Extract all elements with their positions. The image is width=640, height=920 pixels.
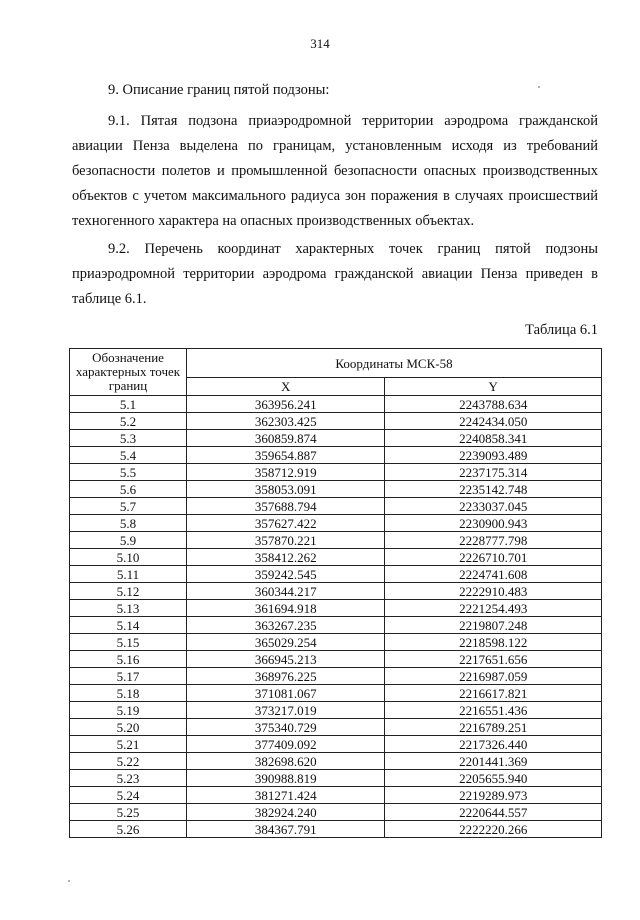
table-row bbox=[70, 787, 602, 804]
table-row bbox=[70, 753, 602, 770]
point-cell: 5.26 bbox=[70, 821, 187, 838]
x-cell: 358712.919 bbox=[187, 464, 385, 481]
table-row bbox=[70, 770, 602, 787]
table-row bbox=[70, 617, 602, 634]
scan-speck bbox=[538, 86, 540, 88]
table-row bbox=[70, 634, 602, 651]
table-row bbox=[70, 515, 602, 532]
x-cell: 357627.422 bbox=[187, 515, 385, 532]
table-row bbox=[70, 600, 602, 617]
x-cell: 363267.235 bbox=[187, 617, 385, 634]
y-cell: 2222220.266 bbox=[385, 821, 602, 838]
table-row bbox=[70, 821, 602, 838]
point-cell: 5.19 bbox=[70, 702, 187, 719]
table-body bbox=[70, 396, 602, 838]
page-number: 314 bbox=[310, 36, 330, 51]
point-cell: 5.6 bbox=[70, 481, 187, 498]
paragraph-9-1: 9.1. Пятая подзона приаэродромной территории аэродрома гражданской авиации Пенза выделена по границам, установленным исходя из требований безопасности полетов и промышленной безопасности опасных производственных объектов с учетом максимального радиуса зон поражения в случаях происшествий техногенного характера на опасных производственных объектах. bbox=[72, 113, 598, 229]
y-cell: 2219289.973 bbox=[385, 787, 602, 804]
x-cell: 371081.067 bbox=[187, 685, 385, 702]
table-row bbox=[70, 549, 602, 566]
table-row bbox=[70, 719, 602, 736]
x-cell: 362303.425 bbox=[187, 413, 385, 430]
x-cell: 366945.213 bbox=[187, 651, 385, 668]
y-cell: 2228777.798 bbox=[385, 532, 602, 549]
x-cell: 365029.254 bbox=[187, 634, 385, 651]
y-cell: 2201441.369 bbox=[385, 753, 602, 770]
y-cell: 2218598.122 bbox=[385, 634, 602, 651]
paragraph-9-2: 9.2. Перечень координат характерных точек границ пятой подзоны приаэродромной территории аэродрома гражданской авиации Пенза приведен в таблице 6.1. bbox=[72, 241, 598, 307]
y-cell: 2235142.748 bbox=[385, 481, 602, 498]
table-row bbox=[70, 532, 602, 549]
x-cell: 368976.225 bbox=[187, 668, 385, 685]
table-row bbox=[70, 804, 602, 821]
table-row bbox=[70, 651, 602, 668]
table-header bbox=[70, 349, 602, 396]
x-cell: 390988.819 bbox=[187, 770, 385, 787]
point-cell: 5.22 bbox=[70, 753, 187, 770]
table-row bbox=[70, 736, 602, 753]
table-row bbox=[70, 481, 602, 498]
x-cell: 377409.092 bbox=[187, 736, 385, 753]
point-cell: 5.12 bbox=[70, 583, 187, 600]
y-cell: 2222910.483 bbox=[385, 583, 602, 600]
y-cell: 2242434.050 bbox=[385, 413, 602, 430]
y-cell: 2243788.634 bbox=[385, 396, 602, 413]
y-cell: 2216789.251 bbox=[385, 719, 602, 736]
point-cell: 5.18 bbox=[70, 685, 187, 702]
point-cell: 5.16 bbox=[70, 651, 187, 668]
header-y: Y bbox=[385, 378, 602, 396]
x-cell: 357688.794 bbox=[187, 498, 385, 515]
y-cell: 2217651.656 bbox=[385, 651, 602, 668]
x-cell: 357870.221 bbox=[187, 532, 385, 549]
y-cell: 2216617.821 bbox=[385, 685, 602, 702]
point-cell: 5.11 bbox=[70, 566, 187, 583]
point-cell: 5.15 bbox=[70, 634, 187, 651]
document-body bbox=[72, 78, 598, 838]
point-cell: 5.2 bbox=[70, 413, 187, 430]
x-cell: 360859.874 bbox=[187, 430, 385, 447]
point-cell: 5.1 bbox=[70, 396, 187, 413]
y-cell: 2226710.701 bbox=[385, 549, 602, 566]
y-cell: 2217326.440 bbox=[385, 736, 602, 753]
table-row bbox=[70, 430, 602, 447]
x-cell: 358412.262 bbox=[187, 549, 385, 566]
y-cell: 2220644.557 bbox=[385, 804, 602, 821]
header-x: X bbox=[187, 378, 385, 396]
point-cell: 5.20 bbox=[70, 719, 187, 736]
point-cell: 5.4 bbox=[70, 447, 187, 464]
y-cell: 2221254.493 bbox=[385, 600, 602, 617]
table-row bbox=[70, 464, 602, 481]
point-cell: 5.25 bbox=[70, 804, 187, 821]
x-cell: 363956.241 bbox=[187, 396, 385, 413]
point-cell: 5.13 bbox=[70, 600, 187, 617]
table-row bbox=[70, 413, 602, 430]
scan-speck bbox=[68, 880, 70, 882]
table-row bbox=[70, 498, 602, 515]
table-row bbox=[70, 447, 602, 464]
y-cell: 2240858.341 bbox=[385, 430, 602, 447]
x-cell: 361694.918 bbox=[187, 600, 385, 617]
point-cell: 5.7 bbox=[70, 498, 187, 515]
y-cell: 2216551.436 bbox=[385, 702, 602, 719]
table-row bbox=[70, 566, 602, 583]
table-row bbox=[70, 396, 602, 413]
x-cell: 358053.091 bbox=[187, 481, 385, 498]
table-row bbox=[70, 702, 602, 719]
table-header-row-1 bbox=[70, 349, 602, 378]
y-cell: 2216987.059 bbox=[385, 668, 602, 685]
x-cell: 359654.887 bbox=[187, 447, 385, 464]
x-cell: 373217.019 bbox=[187, 702, 385, 719]
table-caption: Таблица 6.1 bbox=[525, 322, 598, 338]
section-heading: 9. Описание границ пятой подзоны: bbox=[108, 82, 330, 98]
x-cell: 382924.240 bbox=[187, 804, 385, 821]
y-cell: 2233037.045 bbox=[385, 498, 602, 515]
point-cell: 5.5 bbox=[70, 464, 187, 481]
y-cell: 2205655.940 bbox=[385, 770, 602, 787]
coordinates-table bbox=[69, 348, 602, 838]
point-cell: 5.8 bbox=[70, 515, 187, 532]
x-cell: 359242.545 bbox=[187, 566, 385, 583]
y-cell: 2219807.248 bbox=[385, 617, 602, 634]
point-cell: 5.23 bbox=[70, 770, 187, 787]
point-cell: 5.21 bbox=[70, 736, 187, 753]
point-cell: 5.14 bbox=[70, 617, 187, 634]
x-cell: 360344.217 bbox=[187, 583, 385, 600]
y-cell: 2237175.314 bbox=[385, 464, 602, 481]
table-row bbox=[70, 583, 602, 600]
point-cell: 5.3 bbox=[70, 430, 187, 447]
point-cell: 5.10 bbox=[70, 549, 187, 566]
x-cell: 384367.791 bbox=[187, 821, 385, 838]
y-cell: 2230900.943 bbox=[385, 515, 602, 532]
x-cell: 381271.424 bbox=[187, 787, 385, 804]
table-row bbox=[70, 685, 602, 702]
point-cell: 5.24 bbox=[70, 787, 187, 804]
point-cell: 5.17 bbox=[70, 668, 187, 685]
y-cell: 2239093.489 bbox=[385, 447, 602, 464]
x-cell: 382698.620 bbox=[187, 753, 385, 770]
header-coordinates: Координаты МСК-58 bbox=[187, 349, 602, 378]
header-designation: Обозначение характерных точек границ bbox=[70, 349, 187, 396]
point-cell: 5.9 bbox=[70, 532, 187, 549]
x-cell: 375340.729 bbox=[187, 719, 385, 736]
y-cell: 2224741.608 bbox=[385, 566, 602, 583]
table-row bbox=[70, 668, 602, 685]
